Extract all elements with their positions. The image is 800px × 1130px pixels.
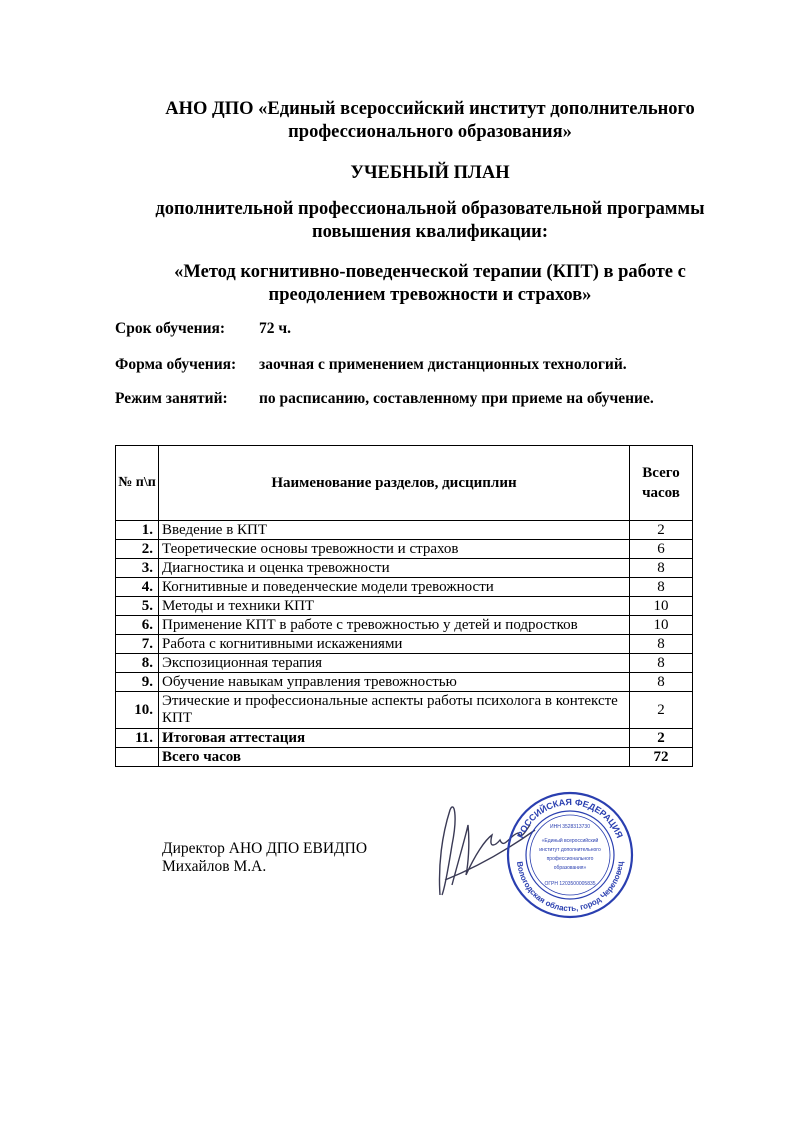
row-hours: 10 <box>630 597 693 616</box>
signer-position: Директор АНО ДПО ЕВИДПО <box>162 840 368 857</box>
row-hours: 8 <box>630 635 693 654</box>
row-hours: 2 <box>630 692 693 729</box>
stamp-center-2: институт дополнительного <box>539 847 601 853</box>
table-row <box>116 729 693 748</box>
row-hours: 10 <box>630 616 693 635</box>
document-subtitle <box>80 198 780 244</box>
row-hours: 6 <box>630 540 693 559</box>
row-number: 11. <box>116 729 159 748</box>
detail-duration <box>115 320 291 338</box>
row-number: 1. <box>116 521 159 540</box>
row-number: 7. <box>116 635 159 654</box>
stamp-center-4: образования» <box>553 865 587 871</box>
stamp-inn: ИНН 3528313730 <box>549 824 591 830</box>
detail-label: Форма обучения: <box>115 356 237 373</box>
document-title: УЧЕБНЫЙ ПЛАН <box>350 163 510 183</box>
table-row <box>116 692 693 729</box>
row-number: 9. <box>116 673 159 692</box>
table-row <box>116 540 693 559</box>
signer-name: Михайлов М.А. <box>162 858 267 875</box>
row-name: Методы и техники КПТ <box>159 597 630 616</box>
row-hours: 8 <box>630 578 693 597</box>
row-name: Работа с когнитивными искажениями <box>159 635 630 654</box>
curriculum-table <box>115 445 693 767</box>
stamp-center-3: профессионального <box>546 856 594 862</box>
row-number: 4. <box>116 578 159 597</box>
detail-form <box>115 356 627 374</box>
detail-value: 72 ч. <box>259 320 291 337</box>
row-name: Когнитивные и поведенческие модели тревожности <box>159 578 630 597</box>
header-hours <box>630 446 693 521</box>
row-hours: 2 <box>630 729 693 748</box>
organization-line-1: АНО ДПО «Единый всероссийский институт дополнительного <box>165 99 695 119</box>
table-header-row <box>116 446 693 521</box>
table-row <box>116 597 693 616</box>
table-row <box>116 616 693 635</box>
table-row <box>116 578 693 597</box>
row-hours: 8 <box>630 654 693 673</box>
row-hours: 8 <box>630 559 693 578</box>
row-number: 6. <box>116 616 159 635</box>
row-name: Теоретические основы тревожности и страхов <box>159 540 630 559</box>
program-line-2: преодолением тревожности и страхов» <box>268 285 592 305</box>
row-number: 10. <box>116 692 159 729</box>
organization-name <box>80 98 780 144</box>
stamp-ogrn: ОГРН 1203500005835 <box>544 881 596 887</box>
table-row <box>116 559 693 578</box>
detail-label: Режим занятий: <box>115 390 228 407</box>
table-row <box>116 521 693 540</box>
subtitle-line-1: дополнительной профессиональной образовательной программы <box>155 199 705 219</box>
row-name: Итоговая аттестация <box>159 729 630 748</box>
detail-schedule <box>115 390 654 408</box>
row-number: 2. <box>116 540 159 559</box>
detail-label: Срок обучения: <box>115 320 226 337</box>
row-name: Введение в КПТ <box>159 521 630 540</box>
subtitle-line-2: повышения квалификации: <box>312 222 548 242</box>
detail-value: заочная с применением дистанционных технологий. <box>259 356 627 373</box>
table-row <box>116 654 693 673</box>
row-hours: 8 <box>630 673 693 692</box>
stamp-bottom-text: Вологодская область, город Череповец <box>515 860 625 914</box>
row-hours: 72 <box>630 748 693 767</box>
row-number: 8. <box>116 654 159 673</box>
signature-block <box>162 840 367 876</box>
row-name: Применение КПТ в работе с тревожностью у детей и подростков <box>159 616 630 635</box>
table-row <box>116 673 693 692</box>
header-hours-line-2: часов <box>642 485 680 501</box>
row-hours: 2 <box>630 521 693 540</box>
row-name: Экспозиционная терапия <box>159 654 630 673</box>
row-name: Всего часов <box>159 748 630 767</box>
table-row <box>116 635 693 654</box>
row-number: 3. <box>116 559 159 578</box>
program-title <box>80 261 780 307</box>
header-name: Наименование разделов, дисциплин <box>159 446 630 521</box>
organization-line-2: профессионального образования» <box>288 122 572 142</box>
row-name: Этические и профессиональные аспекты работы психолога в контексте КПТ <box>159 692 630 729</box>
stamp-outer-text: РОССИЙСКАЯ ФЕДЕРАЦИЯ <box>515 796 625 840</box>
row-number <box>116 748 159 767</box>
header-hours-line-1: Всего <box>642 465 680 481</box>
header-num: № п\п <box>116 446 159 521</box>
row-name: Обучение навыкам управления тревожностью <box>159 673 630 692</box>
official-stamp <box>505 790 635 920</box>
row-number: 5. <box>116 597 159 616</box>
program-line-1: «Метод когнитивно-поведенческой терапии (КПТ) в работе с <box>174 262 686 282</box>
stamp-center-1: «Единый всероссийский <box>541 838 599 844</box>
detail-value: по расписанию, составленному при приеме на обучение. <box>259 390 654 407</box>
row-name: Диагностика и оценка тревожности <box>159 559 630 578</box>
table-total-row <box>116 748 693 767</box>
